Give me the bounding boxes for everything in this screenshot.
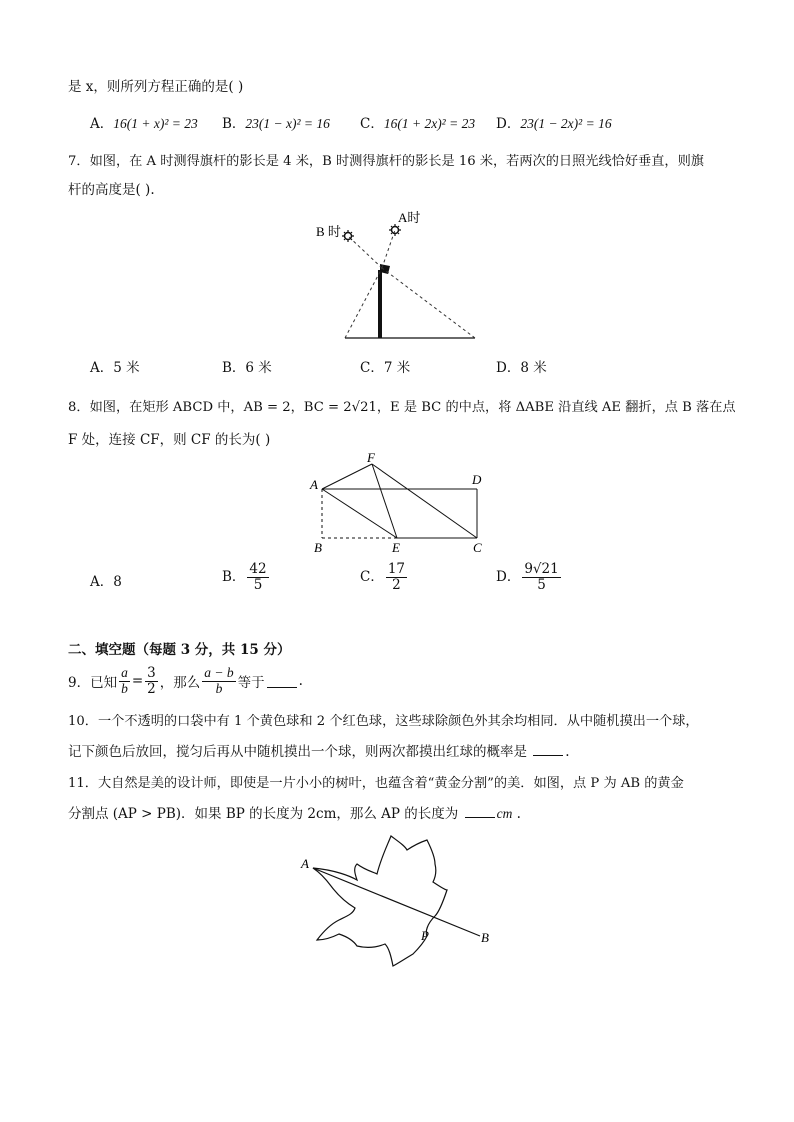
q8-option-c: C． $\frac{17}{2}$	[360, 561, 406, 593]
q11-line1: 11．大自然是美的设计师，即使是一片小小的树叶，也蕴含着“黄金分割”的美．如图，点 P 为 AB 的黄金	[68, 776, 684, 791]
sunray-b-upper	[348, 236, 382, 268]
label-b: B	[314, 540, 322, 555]
label-a: A	[310, 477, 318, 492]
q7-option-b: B．6 米	[222, 360, 272, 376]
sunray-a	[345, 268, 382, 338]
label-b-time: B 时	[316, 224, 341, 239]
flagpole-figure	[300, 200, 490, 345]
q8-line1: 8．如图，在矩形 ABCD 中，AB = 2，BC = 2√21，E 是 BC 的中点，将 ΔABE 沿直线 AE 翻折，点 B 落在点	[68, 400, 736, 415]
label-e: E	[392, 540, 400, 555]
q11-line2: 分割点 (AP > PB)．如果 BP 的长度为 2cm，那么 AP 的长度为 cm .	[68, 806, 521, 822]
leaf-outline	[313, 836, 447, 966]
q6-option-a: A．16(1 + x)² = 23	[90, 116, 198, 132]
q9-answer-blank[interactable]	[267, 675, 297, 688]
q6-option-b: B．23(1 − x)² = 16	[222, 116, 330, 132]
label-c: C	[473, 540, 482, 555]
q8-option-d: D． $\frac{9√21}{5}$	[496, 561, 559, 593]
q8-line2: F 处，连接 CF，则 CF 的长为( )	[68, 432, 271, 448]
q7-option-c: C．7 米	[360, 360, 411, 376]
q7-option-d: D．8 米	[496, 360, 547, 376]
q10-answer-blank[interactable]	[533, 743, 563, 756]
q6-option-c: C．16(1 + 2x)² = 23	[360, 116, 476, 132]
q8-option-b: B． $\frac{42}{5}$	[222, 561, 267, 593]
q7-line1: 7．如图，在 A 时测得旗杆的影长是 4 米，B 时测得旗杆的影长是 16 米，若两次的日照光线恰好垂直，则旗	[68, 154, 704, 169]
leaf-golden-ratio-figure	[295, 828, 510, 973]
q7-line2: 杆的高度是( ).	[68, 182, 155, 198]
rectangle-fold-figure	[305, 452, 495, 560]
q10-line1: 10．一个不透明的口袋中有 1 个黄色球和 2 个红色球，这些球除颜色外其余均相同．从中随机摸出一个球，	[68, 714, 699, 729]
q8-option-a: A．8	[90, 574, 122, 590]
q11-answer-blank[interactable]	[465, 805, 495, 818]
section-title-fill-in: 二、填空题（每题 3 分，共 15 分）	[68, 642, 291, 658]
q10-line2: 记下颜色后放回，搅匀后再从中随机摸出一个球，则两次都摸出红球的概率是 .	[68, 744, 570, 760]
label-f: F	[367, 452, 375, 465]
sunray-b	[382, 268, 475, 338]
label-a: A	[301, 856, 309, 871]
q9: 9．已知 $\frac{a}{b}$ = $\frac{3}{2}$ ，那么 $\frac{a - b}{b}$ 等于 .	[68, 665, 303, 697]
label-p: P	[421, 928, 429, 943]
label-a-time: A时	[398, 210, 421, 225]
label-b: B	[481, 930, 489, 945]
q6-stem: 是 x，则所列方程正确的是( )	[68, 79, 244, 95]
line-ab	[313, 868, 480, 936]
q7-option-a: A．5 米	[90, 360, 140, 376]
q6-option-d: D．23(1 − 2x)² = 16	[496, 116, 612, 132]
label-d: D	[472, 472, 482, 487]
sunray-a-upper	[382, 230, 395, 268]
